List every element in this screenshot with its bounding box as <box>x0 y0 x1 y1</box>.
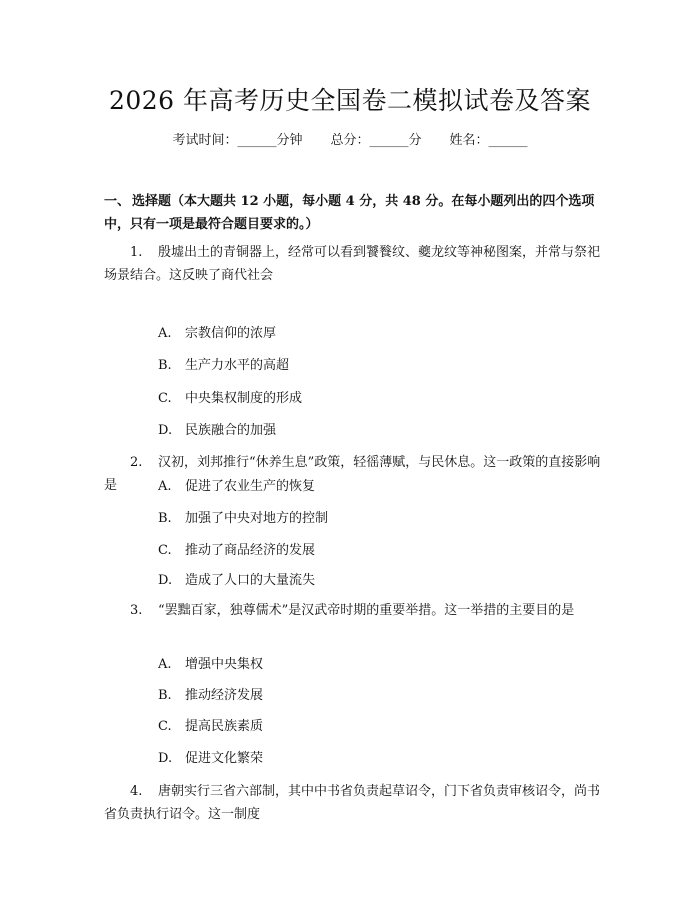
section-instructions: 选择题（本大题共 12 小题，每小题 4 分，共 48 分。在每小题列出的四个选项中，只有一项是最符合题目要求的。） <box>104 194 595 232</box>
option-letter: B. <box>158 511 172 526</box>
option-letter: A. <box>158 479 172 494</box>
option-letter: D. <box>158 423 173 438</box>
question-stem: 汉初，刘邦推行“休养生息”政策，轻徭薄赋，与民休息。这一政策的直接影响是 <box>104 455 601 493</box>
question-number: 1. <box>130 245 143 260</box>
option-letter: C. <box>158 543 172 558</box>
q3-option-a <box>158 655 263 675</box>
option-text: 造成了人口的大量流失 <box>185 573 316 588</box>
q3-option-c <box>158 717 263 737</box>
option-letter: D. <box>158 751 173 766</box>
option-text: 加强了中央对地方的控制 <box>185 511 329 526</box>
option-text: 生产力水平的高超 <box>185 358 290 373</box>
option-letter: C. <box>158 391 172 406</box>
option-text: 宗教信仰的浓厚 <box>185 326 277 341</box>
option-letter: A. <box>158 657 172 672</box>
option-text: 中央集权制度的形成 <box>185 391 303 406</box>
option-letter: B. <box>158 358 172 373</box>
q1-option-a <box>158 324 276 344</box>
exam-time-label: 考试时间：______分钟 <box>172 133 303 148</box>
question-number: 4. <box>130 784 143 799</box>
q1-option-d <box>158 421 276 441</box>
option-text: 促进了农业生产的恢复 <box>185 479 316 494</box>
question-4 <box>104 780 604 826</box>
option-letter: A. <box>158 326 172 341</box>
option-letter: D. <box>158 573 173 588</box>
question-stem: 唐朝实行三省六部制，其中中书省负责起草诏令，门下省负责审核诏令，尚书省负责执行诏令。这一制度 <box>104 784 601 822</box>
option-text: 推动了商品经济的发展 <box>185 543 316 558</box>
section-heading <box>104 190 604 236</box>
q3-option-b <box>158 686 263 706</box>
q2-option-b <box>158 509 328 529</box>
total-score-label: 总分：______分 <box>330 133 422 148</box>
page-title: 2026 年高考历史全国卷二模拟试卷及答案 <box>108 86 592 115</box>
question-stem: “罢黜百家，独尊儒术”是汉武帝时期的重要举措。这一举措的主要目的是 <box>158 603 575 618</box>
option-letter: C. <box>158 719 172 734</box>
question-number: 3. <box>130 603 143 618</box>
q2-option-a <box>158 477 315 497</box>
q3-option-d <box>158 749 263 769</box>
question-stem: 殷墟出土的青铜器上，经常可以看到饕餮纹、夔龙纹等神秘图案，并常与祭祀场景结合。这反映了商代社会 <box>104 245 601 283</box>
option-text: 民族融合的加强 <box>185 423 277 438</box>
exam-meta <box>0 131 700 151</box>
option-text: 推动经济发展 <box>185 688 264 703</box>
question-number: 2. <box>130 455 143 470</box>
section-number: 一、 <box>104 194 131 209</box>
option-letter: B. <box>158 688 172 703</box>
option-text: 增强中央集权 <box>185 657 264 672</box>
student-name-label: 姓名：______ <box>449 133 528 148</box>
option-text: 促进文化繁荣 <box>185 751 264 766</box>
q1-option-b <box>158 356 289 376</box>
question-3 <box>104 599 604 622</box>
question-1 <box>104 241 604 287</box>
q1-option-c <box>158 389 302 409</box>
q2-option-c <box>158 541 315 561</box>
option-text: 提高民族素质 <box>185 719 264 734</box>
q2-option-d <box>158 571 315 591</box>
